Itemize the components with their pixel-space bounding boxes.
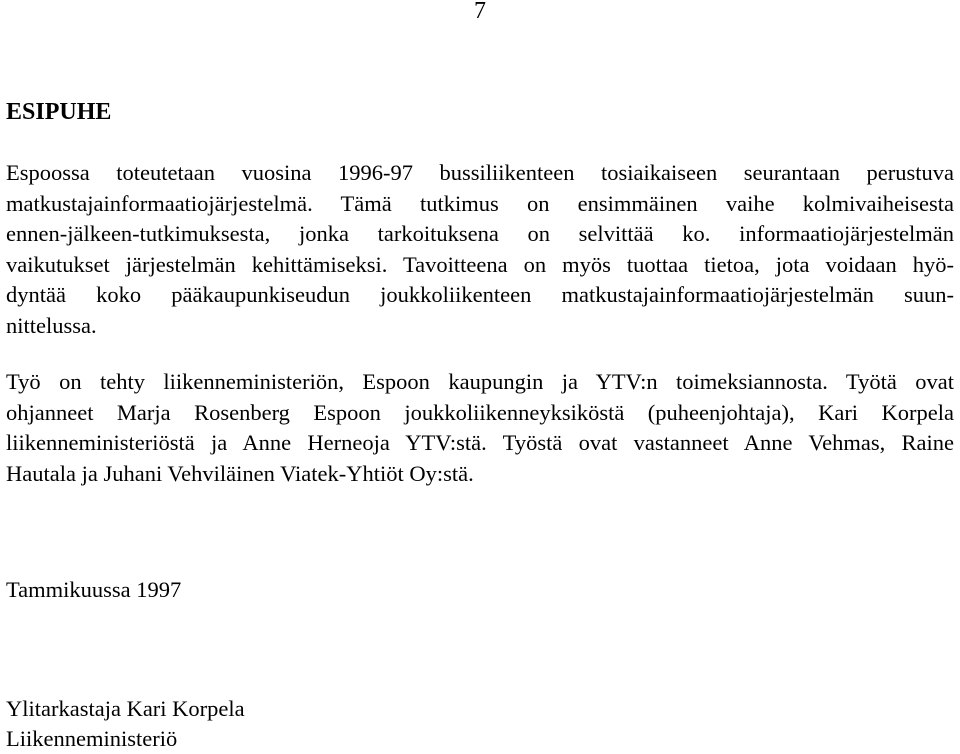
paragraph-line: Espoossa toteutetaan vuosina 1996-97 bussiliikenteen tosiaikaiseen seurantaan perustuva	[6, 160, 954, 185]
paragraph-line: liikenneministeriöstä ja Anne Herneoja YTV:stä. Työstä ovat vastanneet Anne Vehmas, Raine	[6, 430, 954, 455]
paragraph-line: vaikutukset järjestelmän kehittämiseksi. Tavoitteena on myös tuottaa tietoa, jota voidaan hyö-	[6, 251, 954, 277]
paragraph-line: matkustajainformaatiojärjestelmä. Tämä tutkimus on ensimmäinen vaihe kolmivaiheisesta	[6, 190, 954, 216]
paragraph-credits	[6, 367, 954, 489]
paragraph-line: ohjanneet Marja Rosenberg Espoon joukkoliikenneyksiköstä (puheenjohtaja), Kari Korpela	[6, 399, 954, 425]
paragraph-line: Työ on tehty liikenneministeriön, Espoon kaupungin ja YTV:n toimeksiannosta. Työtä ovat	[6, 369, 954, 394]
paragraph-line: nittelussa.	[6, 312, 97, 338]
page-number: 7	[474, 0, 486, 24]
section-heading: ESIPUHE	[6, 99, 112, 125]
signature-name: Ylitarkastaja Kari Korpela	[6, 696, 245, 721]
paragraph-line: dyntää koko pääkaupunkiseudun joukkoliikenteen matkustajainformaatiojärjestelmän suun-	[6, 282, 954, 307]
document-date: Tammikuussa 1997	[6, 577, 182, 602]
paragraph-line: ennen-jälkeen-tutkimuksesta, jonka tarkoituksena on selvittää ko. informaatiojärjestelmän	[6, 221, 954, 246]
paragraph-intro	[6, 158, 954, 341]
signature-organization: Liikenneministeriö	[6, 726, 178, 751]
paragraph-line: Hautala ja Juhani Vehviläinen Viatek-Yhtiöt Oy:stä.	[6, 460, 474, 486]
